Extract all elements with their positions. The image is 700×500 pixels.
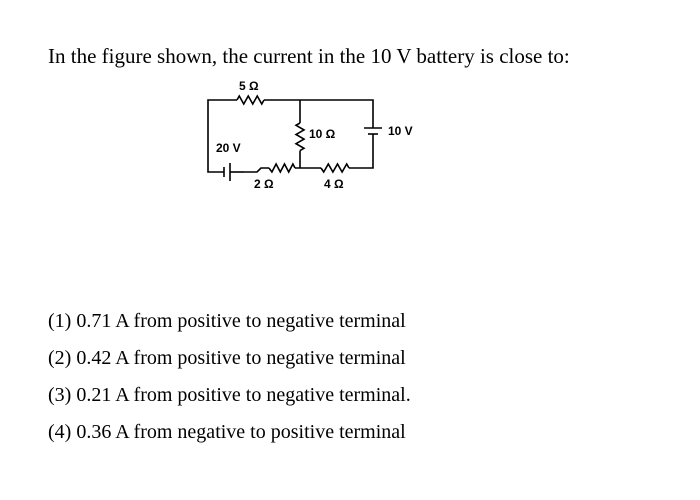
option-3[interactable]: (3) 0.21 A from positive to negative terminal.	[48, 384, 411, 406]
resistor-5-ohm	[237, 96, 264, 104]
resistor-10-ohm	[296, 123, 304, 151]
option-2[interactable]: (2) 0.42 A from positive to negative terminal	[48, 347, 406, 369]
label-battery-10v: 10 V	[388, 124, 413, 138]
battery-10v-symbol	[364, 128, 382, 134]
label-battery-20v: 20 V	[216, 141, 241, 155]
option-4[interactable]: (4) 0.36 A from negative to positive terminal	[48, 421, 406, 443]
label-resistor-4-ohm: 4 Ω	[324, 177, 344, 191]
label-resistor-5-ohm: 5 Ω	[239, 79, 259, 93]
circuit-diagram	[195, 76, 455, 201]
bottom-left-wire	[244, 168, 269, 172]
answer-options	[48, 308, 411, 456]
top-wire	[208, 100, 300, 171]
right-bottom-wire	[349, 134, 373, 168]
label-resistor-10-ohm: 10 Ω	[309, 127, 336, 141]
resistor-4-ohm	[321, 164, 349, 172]
option-1[interactable]: (1) 0.71 A from positive to negative terminal	[48, 310, 406, 332]
label-resistor-2-ohm: 2 Ω	[254, 177, 274, 191]
right-top-wire	[300, 100, 373, 128]
battery-20v-symbol	[224, 163, 230, 181]
battery-20v-left-wire	[208, 171, 224, 172]
question-text: In the figure shown, the current in the 10 V battery is close to:	[48, 44, 570, 68]
resistor-2-ohm	[269, 164, 295, 172]
